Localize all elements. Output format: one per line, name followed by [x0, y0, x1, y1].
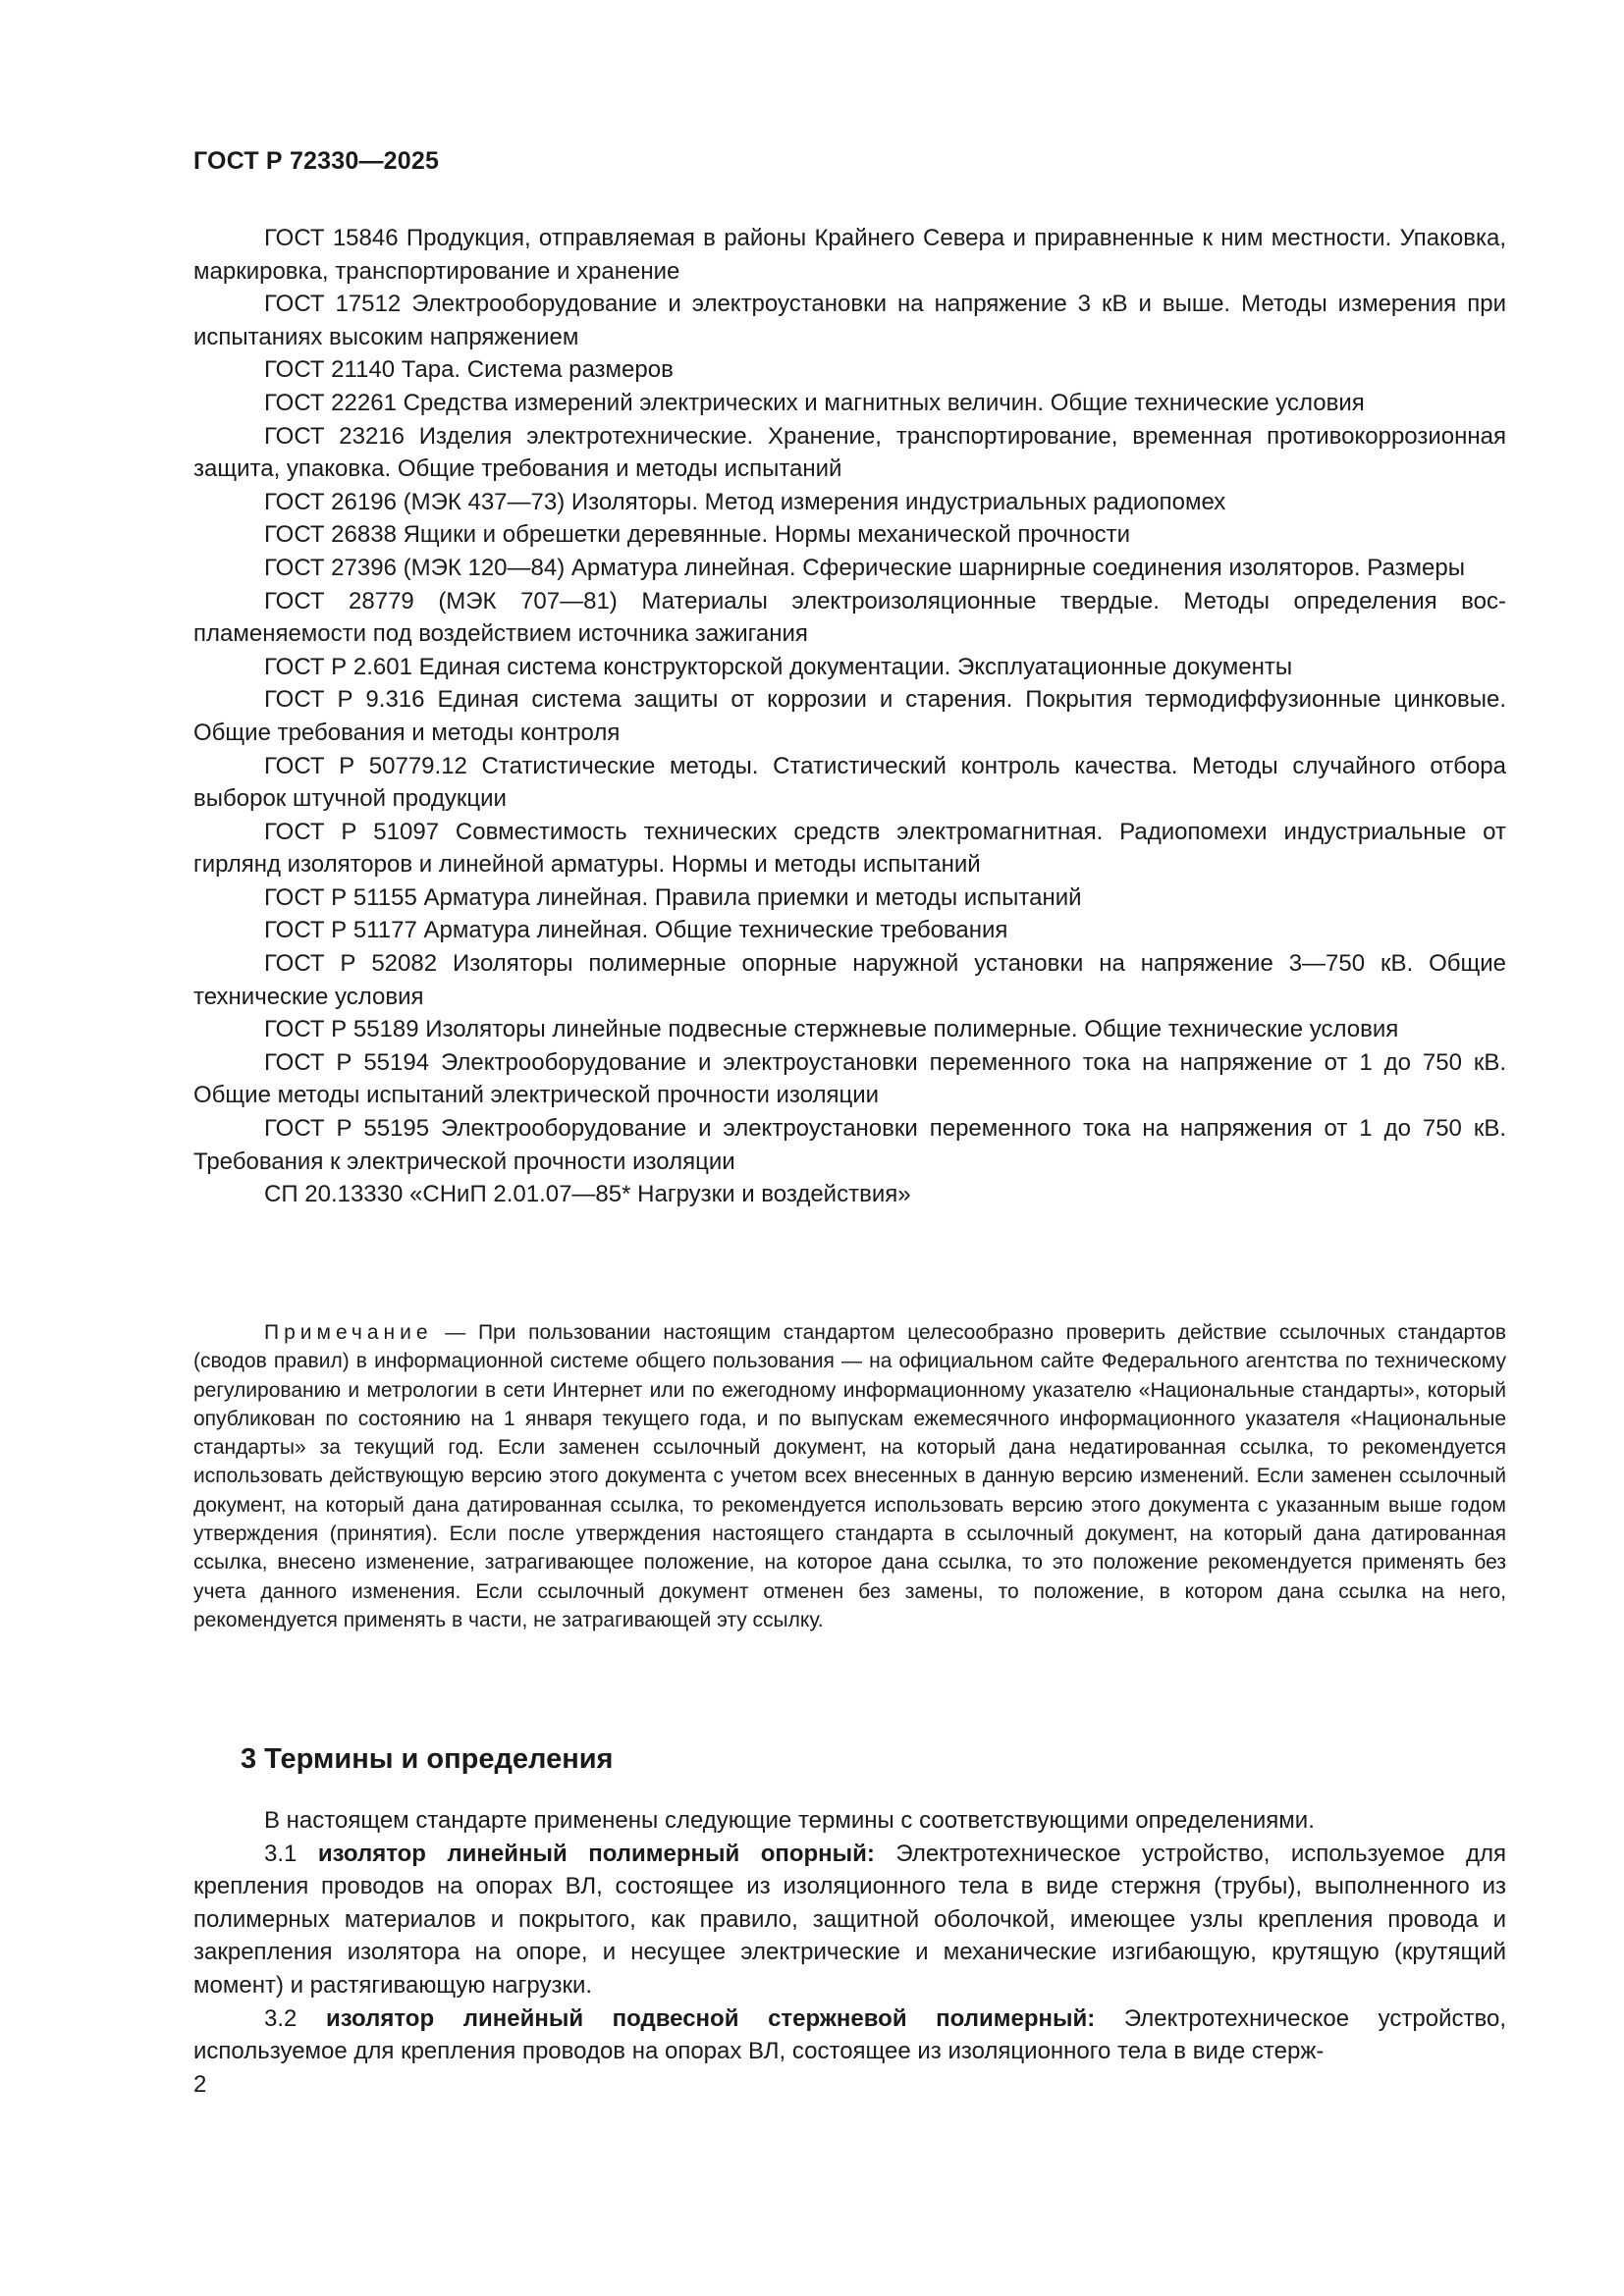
note-block: [193, 1318, 1506, 1634]
reference-item: ГОСТ 28779 (МЭК 707—81) Материалы электроизоляционные твердые. Методы определения воспламеняемости под воздействием источника зажигания: [193, 587, 1506, 648]
reference-item: ГОСТ Р 50779.12 Статистические методы. Статистический контроль качества. Методы случайного отбора выборок штучной продукции: [193, 752, 1506, 813]
term-name: изолятор линейный полимерный опорный:: [317, 1840, 875, 1867]
note-label: Примечание: [264, 1321, 433, 1344]
reference-item: ГОСТ Р 55195 Электрооборудование и электроустановки переменного тока на напряжения от 1 до 750 кВ. Требования к электрической прочности изоляции: [193, 1115, 1506, 1175]
term-definition: [193, 1838, 1506, 2002]
reference-item: ГОСТ Р 9.316 Единая система защиты от коррозии и старения. Покрытия термодиффузионные цинковые. Общие требования и методы контроля: [193, 686, 1506, 746]
reference-item: ГОСТ Р 52082 Изоляторы полимерные опорные наружной установки на напряжение 3—750 кВ. Общие технические условия: [193, 950, 1506, 1010]
reference-item: ГОСТ 26838 Ящики и обрешетки деревянные. Нормы механической прочности: [264, 521, 1131, 549]
note-paragraph: [193, 1318, 1506, 1634]
reference-item: ГОСТ 21140 Тара. Система размеров: [264, 356, 674, 384]
term-number: 3.1: [264, 1840, 318, 1867]
page-number: 2: [193, 2071, 207, 2098]
term-number: 3.2: [264, 2004, 326, 2032]
reference-item: СП 20.13330 «СНиП 2.01.07—85* Нагрузки и воздействия»: [264, 1181, 911, 1208]
note-text: — При пользовании настоящим стандартом целесообразно проверить действие ссылочных стандартов (сводов правил) в информационной системе общего пользования — на официальном сайте Федерального агентства по техническому регулированию и метрологии в сети Интернет или по ежегодному информационному указателю «Национальные стандарты», который опубликован по состоянию на 1 января текущего года, и по выпускам ежемесячного информационного указателя «Национальные стандарты» за текущий год. Если заменен ссылочный документ, на который дана недатированная ссылка, то рекомендуется использовать действующую версию этого документа с учетом всех внесенных в данную версию изменений. Если заменен ссылочный документ, на который дана датированная ссылка, то рекомендуется использовать версию этого документа с указанным выше годом утверждения (принятия). Если после утверждения настоящего стандарта в ссылочный документ, на который дана датированная ссылка, внесено изменение, затрагивающее положение, на которое дана ссылка, то это положение рекомендуется применять без учета данного изменения. Если ссылочный документ отменен без замены, то положение, в котором дана ссылка на него, рекомендуется применять в части, не затрагивающей эту ссылку.: [193, 1321, 1506, 1631]
reference-item: ГОСТ 22261 Средства измерений электрических и магнитных величин. Общие технические условия: [264, 389, 1365, 416]
section-terms-and-definitions: [193, 1739, 1506, 2068]
term-name: изолятор линейный подвесной стержневой полимерный:: [325, 2004, 1096, 2032]
reference-item: ГОСТ 17512 Электрооборудование и электроустановки на напряжение 3 кВ и выше. Методы измерения при испытаниях высоким напряжением: [193, 291, 1506, 350]
reference-item: ГОСТ 26196 (МЭК 437—73) Изоляторы. Метод измерения индустриальных радиопомех: [264, 488, 1226, 515]
reference-item: ГОСТ Р 2.601 Единая система конструкторской документации. Эксплуатационные документы: [264, 653, 1293, 680]
section-intro: В настоящем стандарте применены следующие термины с соответствующими определениями.: [264, 1807, 1315, 1834]
section-title: 3 Термины и определения: [241, 1743, 614, 1775]
reference-item: ГОСТ Р 55189 Изоляторы линейные подвесные стержневые полимерные. Общие технические условия: [264, 1016, 1399, 1043]
reference-item: ГОСТ Р 51097 Совместимость технических средств электромагнитная. Радиопомехи индустриальные от гирлянд изоляторов и линейной арматуры. Нормы и методы испытаний: [193, 818, 1506, 879]
section-body: [193, 1804, 1506, 2068]
document-id-header: ГОСТ Р 72330—2025: [193, 147, 440, 175]
reference-item: ГОСТ Р 51177 Арматура линейная. Общие технические требования: [264, 917, 1008, 944]
reference-item: ГОСТ 27396 (МЭК 120—84) Арматура линейная. Сферические шарнирные соединения изоляторов. Размеры: [264, 554, 1466, 581]
reference-item: ГОСТ Р 51155 Арматура линейная. Правила приемки и методы испытаний: [264, 883, 1082, 911]
term-text: Электротехническое устройство, используемое для крепления проводов на опорах ВЛ, состоящее из изоляционного тела в виде стерж-: [193, 2004, 1506, 2065]
reference-item: ГОСТ 23216 Изделия электротехнические. Хранение, транспортирование, временная противокоррозионная защита, упаковка. Общие требования и методы испытаний: [193, 422, 1506, 483]
reference-item: ГОСТ 15846 Продукция, отправляемая в районы Крайнего Севера и приравненные к ним местности. Упаковка, маркировка, транспортирование и хранение: [193, 225, 1506, 285]
term-text: Электротехническое устройство, используемое для крепления проводов на опорах ВЛ, состоящее из изоляционного тела в виде стержня (трубы), выполненного из полимерных материалов и покрытого, как правило, защитной оболочкой, имеющее узлы крепления провода и закрепления изолятора на опоре, и несущее электрические и механические изгибающую, крутящую (крутящий момент) и растягивающую нагрузки.: [193, 1840, 1506, 1999]
normative-references-list: [193, 222, 1506, 1211]
reference-item: ГОСТ Р 55194 Электрооборудование и электроустановки переменного тока на напряжение от 1 до 750 кВ. Общие методы испытаний электрической прочности изоляции: [193, 1048, 1506, 1109]
term-definition: [193, 2002, 1506, 2068]
